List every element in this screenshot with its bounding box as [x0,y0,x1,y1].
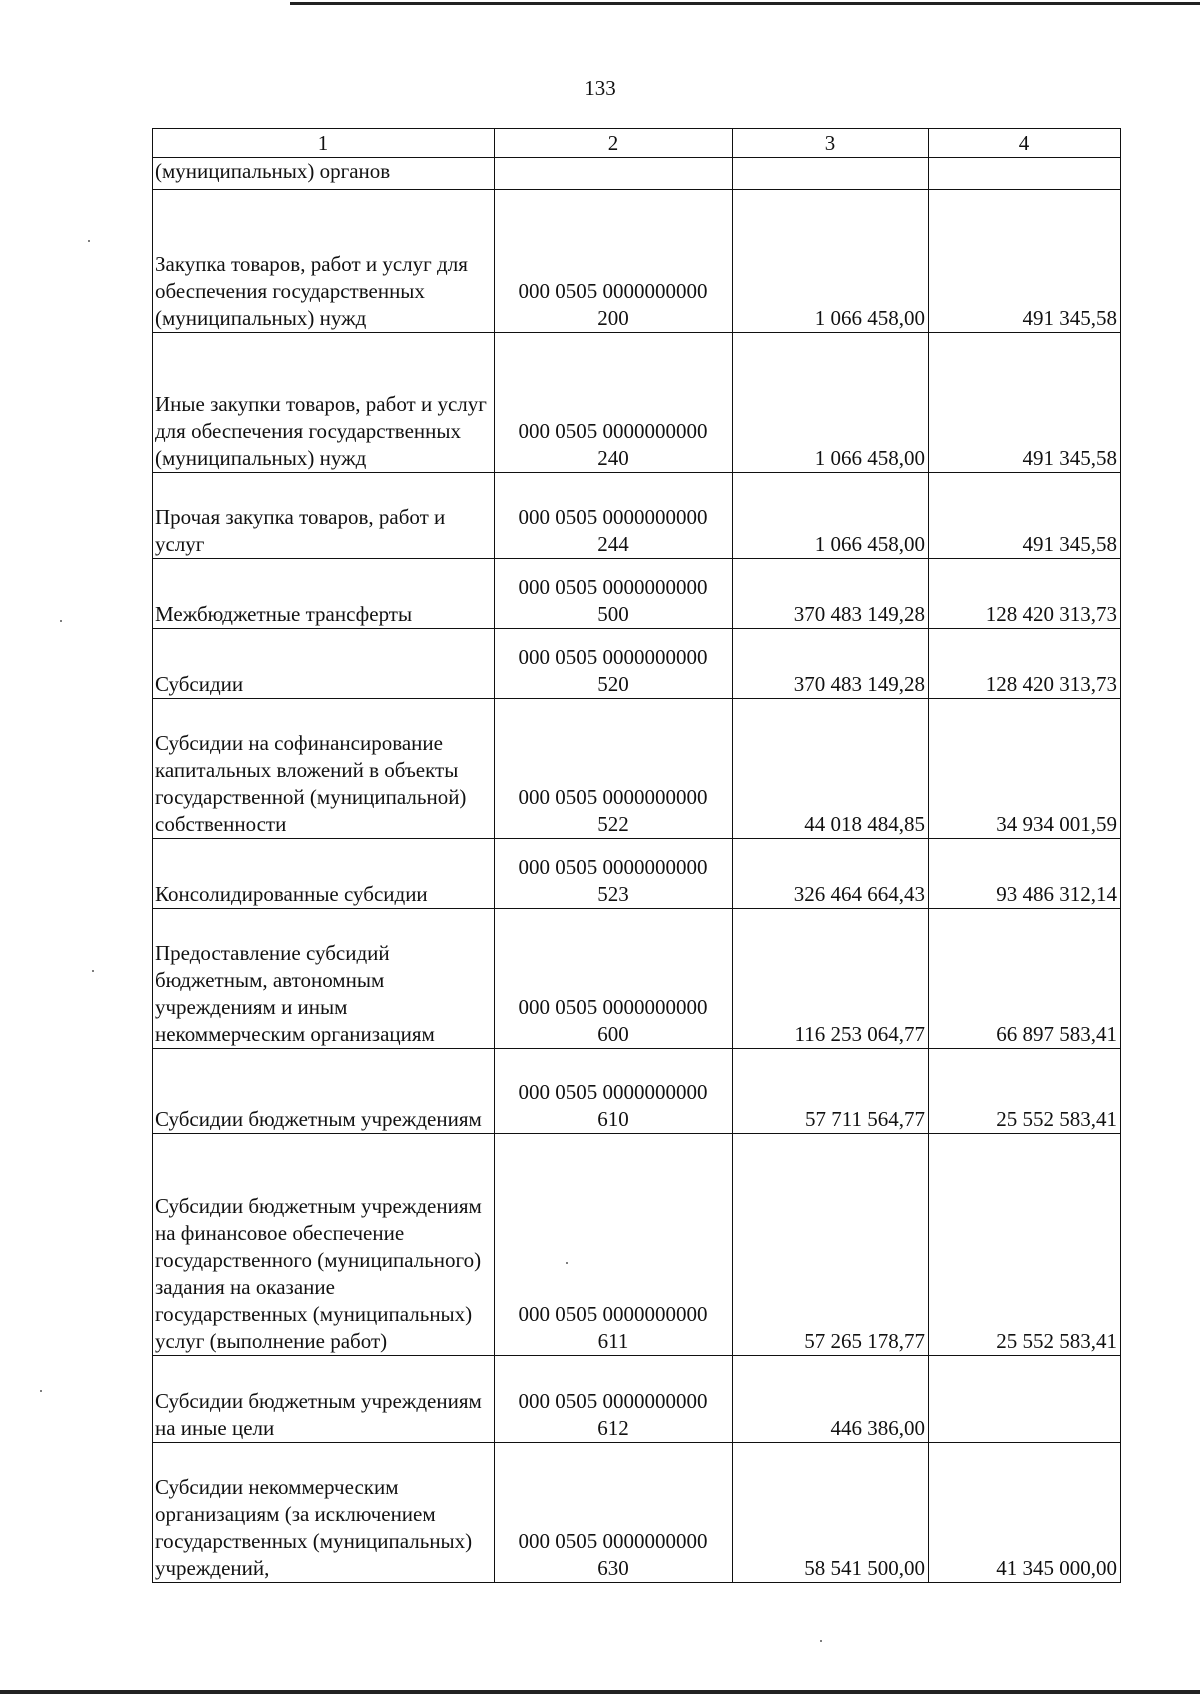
row-name: Консолидированные субсидии [155,882,428,906]
row-code-cell [495,333,733,473]
row-code-line: 244 [597,532,629,556]
row-code-line: 523 [597,882,629,906]
row-name: Субсидии бюджетным учреждениям на иные цели [155,1389,482,1440]
row-value-col4 [929,158,1121,190]
column-header-2: 2 [495,129,733,158]
row-code-line: 600 [597,1022,629,1046]
row-code-line: 200 [597,306,629,330]
row-name: Субсидии на софинансирование капитальных вложений в объекты государственной (муниципальной) собственности [155,731,467,836]
row-code-line: 000 0505 0000000000 [518,645,708,669]
scan-speck [566,1262,568,1264]
row-value-col3: 44 018 484,85 [733,699,929,839]
row-value-col4 [929,1356,1121,1443]
row-name: Субсидии бюджетным учреждениям [155,1107,482,1131]
row-value-col4: 491 345,58 [929,333,1121,473]
table-row [153,333,1121,473]
row-value-col3: 1 066 458,00 [733,473,929,559]
row-code-line: 000 0505 0000000000 [518,1529,708,1553]
row-value-col3: 326 464 664,43 [733,839,929,909]
row-value-col4: 128 420 313,73 [929,629,1121,699]
row-code-line: 610 [597,1107,629,1131]
table-row [153,629,1121,699]
table-row [153,473,1121,559]
row-code-cell [495,1356,733,1443]
table-row [153,1443,1121,1583]
row-code-line: 000 0505 0000000000 [518,505,708,529]
row-value-col3: 370 483 149,28 [733,559,929,629]
row-name: Субсидии [155,672,244,696]
row-name-cell [153,559,495,629]
row-value-col4: 34 934 001,59 [929,699,1121,839]
row-name-cell [153,1443,495,1583]
table-row [153,190,1121,333]
page-number: 133 [584,76,616,100]
row-value-col3: 57 265 178,77 [733,1134,929,1356]
scan-edge-bottom [0,1690,1200,1694]
row-name: Предоставление субсидий бюджетным, автономным учреждениям и иным некоммерческим организациям [155,941,435,1046]
row-code-line: 611 [597,1329,629,1353]
row-code-line: 000 0505 0000000000 [518,785,708,809]
row-code-line: 000 0505 0000000000 [518,1302,708,1326]
row-name: Субсидии некоммерческим организациям (за исключением государственных (муниципальных) учреждений, [155,1475,473,1580]
row-value-col4: 128 420 313,73 [929,559,1121,629]
row-name-cell [153,699,495,839]
row-value-col4: 491 345,58 [929,473,1121,559]
row-name-cell [153,333,495,473]
table-row [153,158,1121,190]
row-code-line: 520 [597,672,629,696]
row-value-col4: 25 552 583,41 [929,1134,1121,1356]
row-code-line: 240 [597,446,629,470]
table-header-row [153,129,1121,158]
row-value-col3 [733,158,929,190]
row-code-line: 000 0505 0000000000 [518,1389,708,1413]
table-row [153,1134,1121,1356]
table-row [153,699,1121,839]
row-value-col4: 491 345,58 [929,190,1121,333]
row-name: Субсидии бюджетным учреждениям на финансовое обеспечение государственного (муниципального) задания на оказание государственных (муниципальных) услуг (выполнение работ) [155,1194,482,1353]
column-header-4: 4 [929,129,1121,158]
row-value-col4: 41 345 000,00 [929,1443,1121,1583]
column-header-3: 3 [733,129,929,158]
row-name-cell [153,1049,495,1134]
row-code-line: 000 0505 0000000000 [518,575,708,599]
row-name-cell [153,190,495,333]
table-row [153,1356,1121,1443]
row-code-cell [495,909,733,1049]
row-name-cell [153,473,495,559]
row-code-cell [495,190,733,333]
row-name-cell [153,1356,495,1443]
row-value-col3: 446 386,00 [733,1356,929,1443]
row-value-col3: 57 711 564,77 [733,1049,929,1134]
row-code-line: 000 0505 0000000000 [518,855,708,879]
row-name: Межбюджетные трансферты [155,602,413,626]
row-code-cell [495,629,733,699]
row-name-cell [153,158,495,190]
scan-speck [60,620,62,622]
table-row [153,909,1121,1049]
scan-speck [88,240,90,242]
row-name-cell [153,839,495,909]
scan-speck [92,970,94,972]
row-value-col3: 116 253 064,77 [733,909,929,1049]
row-value-col3: 58 541 500,00 [733,1443,929,1583]
row-code-line: 000 0505 0000000000 [518,1080,708,1104]
row-value-col4: 66 897 583,41 [929,909,1121,1049]
row-name-cell [153,909,495,1049]
row-code-line: 630 [597,1556,629,1580]
row-code-line: 000 0505 0000000000 [518,279,708,303]
row-code-line: 000 0505 0000000000 [518,995,708,1019]
table-row [153,839,1121,909]
row-name: Закупка товаров, работ и услуг для обеспечения государственных (муниципальных) нужд [155,252,468,330]
row-code-cell [495,839,733,909]
row-value-col4: 25 552 583,41 [929,1049,1121,1134]
row-value-col3: 1 066 458,00 [733,190,929,333]
row-value-col4: 93 486 312,14 [929,839,1121,909]
scan-speck [820,1640,822,1642]
row-name: Прочая закупка товаров, работ и услуг [155,505,446,556]
row-code-cell [495,1049,733,1134]
row-code-cell [495,473,733,559]
table-row [153,559,1121,629]
row-code-cell [495,158,733,190]
row-code-cell [495,1443,733,1583]
row-code-line: 500 [597,602,629,626]
budget-table-body [153,129,1121,1583]
row-code-line: 612 [597,1416,629,1440]
row-code-line: 000 0505 0000000000 [518,419,708,443]
row-code-cell [495,699,733,839]
row-value-col3: 370 483 149,28 [733,629,929,699]
row-name-cell [153,629,495,699]
row-value-col3: 1 066 458,00 [733,333,929,473]
row-code-cell [495,559,733,629]
column-header-1: 1 [153,129,495,158]
row-name-cell [153,1134,495,1356]
scan-edge-top [290,2,1200,5]
row-code-cell [495,1134,733,1356]
scan-speck [40,1390,42,1392]
table-row [153,1049,1121,1134]
row-name: (муниципальных) органов [155,159,391,183]
row-name: Иные закупки товаров, работ и услуг для обеспечения государственных (муниципальных) нужд [155,392,487,470]
row-code-line: 522 [597,812,629,836]
budget-table [152,128,1121,1583]
